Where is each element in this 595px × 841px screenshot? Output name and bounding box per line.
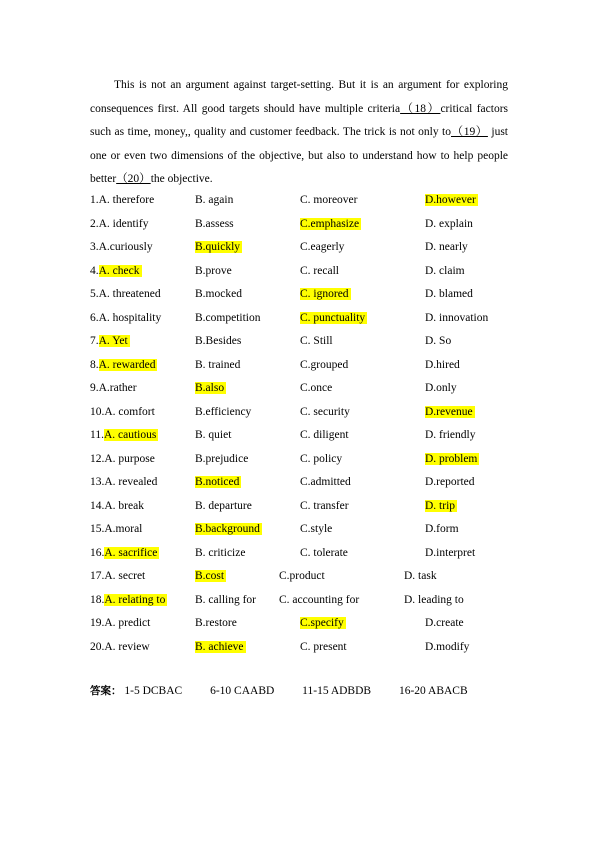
question-row bbox=[90, 518, 520, 542]
option-text: D.however bbox=[425, 194, 476, 206]
option-text: A.rather bbox=[98, 382, 137, 394]
option-text: C. recall bbox=[300, 264, 339, 277]
answer-group: 11-15 ADBDB bbox=[302, 685, 372, 697]
option-text: A. revealed bbox=[104, 476, 158, 488]
option-text: C. accounting for bbox=[279, 593, 360, 606]
option-b bbox=[195, 495, 252, 519]
answer-group: 6-10 CAABD bbox=[210, 685, 275, 697]
option-text: C. transfer bbox=[300, 499, 349, 512]
option-text: B. criticize bbox=[195, 546, 246, 559]
option-b bbox=[195, 307, 260, 331]
option-a bbox=[90, 424, 158, 448]
option-text: B.restore bbox=[195, 617, 237, 629]
option-text: B.background bbox=[195, 523, 260, 535]
option-a bbox=[90, 518, 142, 542]
answer-label: 答案： bbox=[90, 685, 122, 697]
question-row bbox=[90, 448, 520, 472]
option-b bbox=[195, 377, 226, 401]
option-text: A. hospitality bbox=[98, 311, 162, 324]
option-text: A. secret bbox=[104, 570, 146, 582]
passage-text-2: critical factors such as time, money,, quality and customer feedback. The trick is not only to bbox=[90, 102, 509, 139]
option-d bbox=[425, 448, 479, 472]
question-number: 2. bbox=[90, 217, 99, 230]
question-row bbox=[90, 213, 520, 237]
question-row bbox=[90, 636, 520, 660]
option-text: D.create bbox=[425, 617, 464, 629]
option-d bbox=[425, 542, 475, 566]
option-text: A. therefore bbox=[98, 194, 155, 206]
option-text: D. trip bbox=[425, 499, 456, 512]
question-number: 20. bbox=[90, 640, 105, 653]
option-b bbox=[195, 260, 232, 284]
option-a bbox=[90, 612, 150, 636]
option-b bbox=[195, 424, 231, 448]
option-text: D.only bbox=[425, 382, 457, 394]
option-text: C.grouped bbox=[300, 358, 349, 371]
option-b bbox=[195, 565, 226, 589]
option-d bbox=[425, 401, 475, 425]
option-b bbox=[195, 518, 262, 542]
option-b bbox=[195, 612, 237, 636]
option-text: C. present bbox=[300, 640, 347, 653]
option-a bbox=[90, 260, 142, 284]
option-text: A. break bbox=[104, 499, 144, 512]
option-b bbox=[195, 636, 246, 660]
option-text: D. explain bbox=[425, 217, 473, 230]
question-number: 16. bbox=[90, 546, 105, 559]
option-text: C. diligent bbox=[300, 429, 349, 441]
option-text: A.curiously bbox=[98, 241, 153, 253]
option-text: D. innovation bbox=[425, 311, 489, 324]
option-d bbox=[425, 495, 457, 519]
option-a bbox=[90, 471, 157, 495]
question-number: 17. bbox=[90, 570, 105, 582]
question-number: 5. bbox=[90, 288, 99, 300]
option-text: C. moreover bbox=[300, 194, 358, 206]
option-c bbox=[300, 471, 351, 495]
question-row bbox=[90, 189, 520, 213]
question-row bbox=[90, 495, 520, 519]
question-row bbox=[90, 424, 520, 448]
option-c bbox=[300, 401, 350, 425]
question-row bbox=[90, 307, 520, 331]
option-text: B.also bbox=[195, 382, 225, 394]
option-c bbox=[300, 612, 346, 636]
option-text: C.product bbox=[279, 570, 325, 582]
option-text: A. purpose bbox=[104, 452, 155, 465]
option-a bbox=[90, 283, 161, 307]
option-text: B.competition bbox=[195, 311, 261, 324]
option-text: B.assess bbox=[195, 217, 234, 230]
question-row bbox=[90, 471, 520, 495]
option-text: A. Yet bbox=[98, 335, 128, 347]
option-a bbox=[90, 636, 150, 660]
option-d bbox=[425, 330, 451, 354]
option-text: D. friendly bbox=[425, 429, 476, 441]
option-c bbox=[300, 518, 332, 542]
option-c bbox=[279, 565, 325, 589]
option-text: D.reported bbox=[425, 476, 475, 488]
option-c bbox=[300, 377, 332, 401]
option-d bbox=[404, 565, 437, 589]
option-text: D.form bbox=[425, 523, 459, 535]
question-row bbox=[90, 236, 520, 260]
option-b bbox=[195, 213, 234, 237]
option-text: D. leading to bbox=[404, 593, 464, 606]
option-text: A. sacrifice bbox=[104, 546, 158, 559]
option-text: A. check bbox=[98, 264, 140, 277]
passage-text-3: just one or even two dimensions of the objective, but also to understand how to help people better bbox=[90, 126, 508, 186]
option-d bbox=[425, 424, 475, 448]
question-row bbox=[90, 401, 520, 425]
question-row bbox=[90, 354, 520, 378]
option-d bbox=[425, 260, 465, 284]
option-c bbox=[300, 213, 361, 237]
answer-key bbox=[90, 681, 493, 701]
option-text: C. punctuality bbox=[300, 311, 366, 324]
option-text: B.noticed bbox=[195, 476, 240, 488]
question-row bbox=[90, 612, 520, 636]
option-c bbox=[279, 589, 359, 613]
option-d bbox=[425, 518, 459, 542]
answer-group: 16-20 ABACB bbox=[398, 685, 468, 697]
option-text: A. comfort bbox=[104, 405, 155, 418]
option-b bbox=[195, 189, 233, 213]
option-text: B. calling for bbox=[195, 593, 256, 606]
option-text: B. achieve bbox=[195, 640, 244, 653]
option-b bbox=[195, 589, 256, 613]
option-b bbox=[195, 283, 242, 307]
option-d bbox=[425, 236, 468, 260]
question-row bbox=[90, 260, 520, 284]
passage-text-4: the objective. bbox=[150, 173, 213, 186]
option-a bbox=[90, 377, 137, 401]
question-number: 6. bbox=[90, 311, 99, 324]
option-b bbox=[195, 354, 240, 378]
option-text: B. trained bbox=[195, 358, 241, 371]
option-c bbox=[300, 448, 342, 472]
option-a bbox=[90, 307, 161, 331]
option-text: D.hired bbox=[425, 358, 460, 371]
option-text: A. rewarded bbox=[98, 358, 156, 371]
option-d bbox=[425, 471, 475, 495]
option-d bbox=[425, 354, 460, 378]
option-c bbox=[300, 424, 349, 448]
option-c bbox=[300, 236, 344, 260]
option-text: C. security bbox=[300, 405, 350, 418]
question-list bbox=[90, 189, 520, 659]
option-d bbox=[425, 612, 464, 636]
option-text: C.admitted bbox=[300, 476, 351, 488]
option-text: D. nearly bbox=[425, 241, 468, 253]
option-text: B.cost bbox=[195, 570, 225, 582]
option-text: C. policy bbox=[300, 452, 343, 465]
option-a bbox=[90, 542, 159, 566]
option-a bbox=[90, 236, 153, 260]
option-a bbox=[90, 495, 144, 519]
question-number: 4. bbox=[90, 264, 99, 277]
blank-20: （20） bbox=[116, 173, 151, 186]
question-number: 11. bbox=[90, 429, 104, 441]
option-a bbox=[90, 401, 155, 425]
option-text: D. So bbox=[425, 335, 452, 347]
option-text: B.prove bbox=[195, 264, 232, 277]
question-row bbox=[90, 377, 520, 401]
option-a bbox=[90, 565, 145, 589]
option-a bbox=[90, 330, 130, 354]
question-row bbox=[90, 589, 520, 613]
option-c bbox=[300, 636, 347, 660]
option-text: C.once bbox=[300, 382, 333, 394]
option-d bbox=[425, 189, 478, 213]
option-c bbox=[300, 260, 339, 284]
option-text: D. claim bbox=[425, 264, 465, 277]
option-d bbox=[425, 377, 457, 401]
option-d bbox=[404, 589, 464, 613]
option-text: B.quickly bbox=[195, 241, 241, 253]
question-number: 15. bbox=[90, 523, 105, 535]
option-text: A. review bbox=[104, 640, 150, 653]
question-number: 7. bbox=[90, 335, 99, 347]
question-number: 3. bbox=[90, 241, 99, 253]
question-number: 14. bbox=[90, 499, 105, 512]
option-text: A. identify bbox=[98, 217, 149, 230]
option-a bbox=[90, 354, 157, 378]
question-number: 12. bbox=[90, 452, 105, 465]
question-number: 1. bbox=[90, 194, 99, 206]
option-text: C.style bbox=[300, 523, 333, 535]
option-b bbox=[195, 236, 242, 260]
option-d bbox=[425, 307, 488, 331]
option-d bbox=[425, 636, 469, 660]
option-text: D.interpret bbox=[425, 546, 476, 559]
question-number: 8. bbox=[90, 358, 99, 371]
option-c bbox=[300, 307, 367, 331]
option-d bbox=[425, 213, 473, 237]
option-text: C.emphasize bbox=[300, 217, 360, 230]
option-text: A. relating to bbox=[104, 593, 166, 606]
option-text: C.specify bbox=[300, 617, 344, 629]
question-number: 18. bbox=[90, 593, 105, 606]
option-text: A. predict bbox=[104, 617, 151, 629]
option-c bbox=[300, 542, 348, 566]
option-text: A. cautious bbox=[103, 429, 157, 441]
passage-paragraph bbox=[90, 74, 508, 192]
option-text: D. problem bbox=[425, 452, 478, 465]
question-row bbox=[90, 330, 520, 354]
question-number: 10. bbox=[90, 405, 105, 418]
option-a bbox=[90, 213, 148, 237]
option-b bbox=[195, 401, 251, 425]
option-text: B.prejudice bbox=[195, 452, 249, 465]
option-text: B. departure bbox=[195, 499, 252, 512]
option-text: B. quiet bbox=[195, 429, 232, 441]
option-text: A. threatened bbox=[98, 288, 161, 300]
option-c bbox=[300, 283, 351, 307]
answer-group: 1-5 DCBAC bbox=[124, 685, 183, 697]
option-c bbox=[300, 495, 349, 519]
option-d bbox=[425, 283, 473, 307]
option-c bbox=[300, 354, 348, 378]
option-text: C. ignored bbox=[300, 288, 349, 300]
option-text: D.modify bbox=[425, 640, 470, 653]
option-text: D. blamed bbox=[425, 288, 473, 300]
option-a bbox=[90, 189, 154, 213]
option-b bbox=[195, 542, 245, 566]
option-text: A.moral bbox=[104, 523, 143, 535]
option-c bbox=[300, 189, 357, 213]
question-row bbox=[90, 542, 520, 566]
option-b bbox=[195, 330, 241, 354]
option-text: D.revenue bbox=[425, 405, 473, 418]
option-text: B.Besides bbox=[195, 335, 242, 347]
option-text: D. task bbox=[404, 570, 437, 582]
question-number: 19. bbox=[90, 617, 105, 629]
option-b bbox=[195, 471, 241, 495]
option-a bbox=[90, 448, 155, 472]
question-row bbox=[90, 565, 520, 589]
question-number: 13. bbox=[90, 476, 105, 488]
option-text: B.efficiency bbox=[195, 405, 252, 418]
option-text: C.eagerly bbox=[300, 241, 345, 253]
blank-18: （18） bbox=[400, 102, 441, 115]
option-c bbox=[300, 330, 333, 354]
question-number: 9. bbox=[90, 382, 99, 394]
option-text: C. tolerate bbox=[300, 546, 348, 559]
option-b bbox=[195, 448, 248, 472]
option-text: B. again bbox=[195, 194, 234, 206]
option-a bbox=[90, 589, 167, 613]
question-row bbox=[90, 283, 520, 307]
blank-19: （19） bbox=[451, 126, 488, 139]
option-text: B.mocked bbox=[195, 288, 242, 300]
passage-text-1: This is not an argument against target-setting. But it is an argument for exploring consequences first. All good targets should have multiple criteria bbox=[90, 79, 508, 115]
option-text: C. Still bbox=[300, 335, 333, 347]
